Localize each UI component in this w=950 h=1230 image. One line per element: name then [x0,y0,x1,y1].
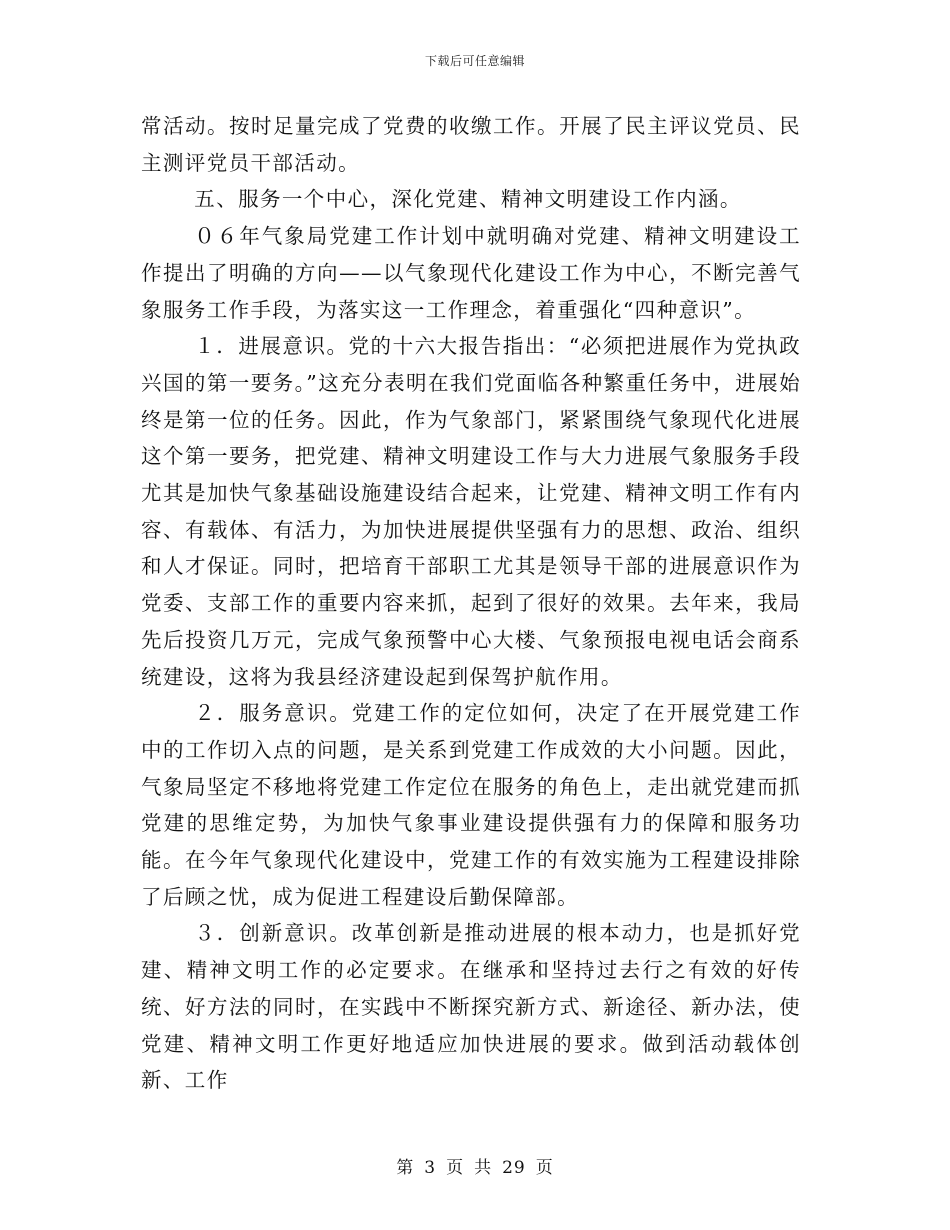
page-footer [0,1153,950,1178]
footer-label-unit-end: 页 [535,1158,554,1178]
document-body [141,108,801,1099]
paragraph-5: ２．服务意识。党建工作的定位如何，决定了在开展党建工作中的工作切入点的问题，是关系到党建工作成效的大小问题。因此，气象局坚定不移地将党建工作定位在服务的角色上，走出就党建而抓党建的思维定势，为加快气象事业建设提供强有力的保障和服务功能。在今年气象现代化建设中，党建工作的有效实施为工程建设排除了后顾之忧，成为促进工程建设后勤保障部。 [141,701,801,909]
footer-current-page: 3 [424,1158,437,1178]
page-header: 下载后可任意编辑 [424,54,525,68]
paragraph-2: 五、服务一个中心，深化党建、精神文明建设工作内涵。 [194,187,742,212]
footer-label-unit: 页 [446,1158,465,1178]
paragraph-3: ０６年气象局党建工作计划中就明确对党建、精神文明建设工作提出了明确的方向——以气象现代化建设工作为中心，不断完善气象服务工作手段，为落实这一工作理念，着重强化“四种意识”。 [141,224,801,322]
paragraph-1: 常活动。按时足量完成了党费的收缴工作。开展了民主评议党员、民主测评党员干部活动。 [141,114,801,175]
footer-label-total: 共 [474,1158,493,1178]
footer-total-pages: 29 [502,1158,526,1178]
footer-label-page: 第 [396,1158,415,1178]
paragraph-4: １．进展意识。党的十六大报告指出：“必须把进展作为党执政兴国的第一要务。”这充分表明在我们党面临各种繁重任务中，进展始终是第一位的任务。因此，作为气象部门，紧紧围绕气象现代化进展这个第一要务，把党建、精神文明建设工作与大力进展气象服务手段尤其是加快气象基础设施建设结合起来，让党建、精神文明工作有内容、有载体、有活力，为加快进展提供坚强有力的思想、政治、组织和人才保证。同时，把培育干部职工尤其是领导干部的进展意识作为党委、支部工作的重要内容来抓，起到了很好的效果。去年来，我局先后投资几万元，完成气象预警中心大楼、气象预报电视电话会商系统建设，这将为我县经济建设起到保驾护航作用。 [141,334,801,689]
paragraph-6: ３．创新意识。改革创新是推动进展的根本动力，也是抓好党建、精神文明工作的必定要求。在继承和坚持过去行之有效的好传统、好方法的同时，在实践中不断探究新方式、新途径、新办法，使党建、精神文明工作更好地适应加快进展的要求。做到活动载体创新、工作 [141,921,801,1093]
